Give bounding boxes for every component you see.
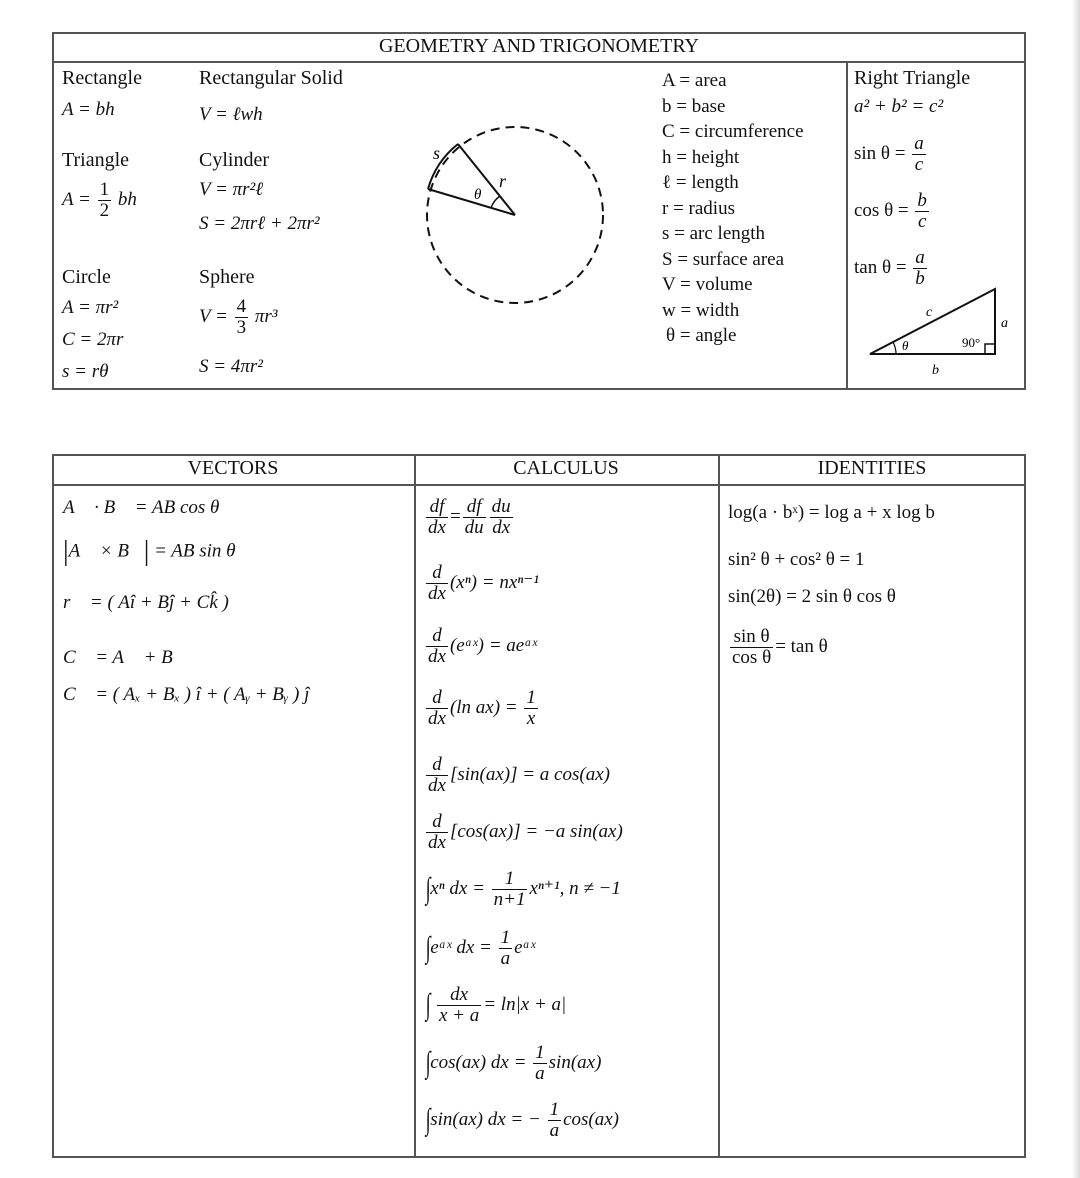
triangle-area-formula: A = $\frac{1}{2}$ bh (62, 179, 137, 221)
position-vector-formula: r⃗ = ( Aî + Bĵ + Ck̂ ) (63, 592, 229, 613)
power-rule-derivative: $\frac{d}{dx}$ (xⁿ) = nxⁿ⁻¹ (428, 562, 539, 604)
legend-item: ℓ = length (662, 172, 739, 193)
circle-area-formula: A = πr² (62, 297, 119, 318)
arc-length-formula: s = rθ (62, 361, 109, 382)
calculus-title: CALCULUS (513, 457, 619, 479)
legend-item: h = height (662, 146, 740, 168)
page-edge-shadow (1072, 0, 1080, 1178)
legend-item: s = arc length (662, 223, 766, 244)
cosine-integral: ∫cos(ax) dx = $\frac{1}{a}$ sin(ax) (425, 1042, 602, 1084)
sphere-volume-formula: V = $\frac{4}{3}$ πr³ (199, 296, 278, 338)
vector-sum-formula: C⃗ = A⃗ + B⃗ (63, 647, 188, 668)
cylinder-volume-formula: V = πr²ℓ (199, 179, 264, 200)
right-triangle-label: Right Triangle (854, 67, 971, 89)
side-label-b: b (932, 363, 939, 378)
exponential-derivative: $\frac{d}{dx}$ (eᵃˣ) = aeᵃˣ (428, 625, 538, 667)
rectangle-area-formula: A = bh (62, 99, 115, 120)
arc-label-s: s (433, 143, 441, 163)
legend-item: S = surface area (662, 248, 785, 270)
log-identity: log(a · bˣ) = log a + x log b (728, 502, 935, 523)
rectangular-solid-label: Rectangular Solid (199, 67, 343, 89)
cross-product-formula: |A⃗ × B⃗| = AB sin θ (63, 536, 236, 567)
legend-item: w = width (662, 299, 740, 321)
sphere-surface-formula: S = 4πr² (199, 356, 263, 377)
legend-item: A = area (662, 70, 727, 91)
sine-integral: ∫sin(ax) dx = − $\frac{1}{a}$ cos(ax) (425, 1099, 619, 1141)
legend-item: C = circumference (662, 121, 804, 142)
circle-circumference-formula: C = 2πr (62, 329, 124, 350)
angle-label-theta: θ (902, 338, 909, 353)
identities-title: IDENTITIES (817, 457, 927, 479)
vectors-calculus-divider (414, 454, 416, 1158)
circle-sector-diagram (415, 115, 615, 315)
tangent-identity: $\frac{\text{sin θ}}{\text{cos θ}}$ = tan θ (732, 626, 828, 668)
double-angle-identity: sin(2θ) = 2 sin θ cos θ (728, 586, 896, 607)
legend-item: b = base (662, 95, 726, 117)
power-rule-integral: ∫xⁿ dx = $\frac{1}{n+1}$ xⁿ⁺¹, n ≠ −1 (425, 868, 621, 910)
cylinder-surface-formula: S = 2πrℓ + 2πr² (199, 213, 320, 234)
pythagorean-identity: sin² θ + cos² θ = 1 (728, 549, 865, 570)
cylinder-label: Cylinder (199, 149, 269, 171)
angle-label-theta: θ (474, 187, 482, 203)
log-derivative: $\frac{d}{dx}$ (ln ax) = $\frac{1}{x}$ (428, 687, 536, 729)
exponential-integral: ∫eᵃˣ dx = $\frac{1}{a}$ eᵃˣ (425, 927, 536, 969)
geometry-right-divider (846, 61, 848, 390)
sine-formula: sin θ = $\frac{a}{c}$ (854, 133, 924, 175)
chain-rule-formula: $\frac{df}{dx}$ = $\frac{df}{du}$ $\frac{du}{dx}$ (428, 496, 511, 538)
formulas-header-divider (52, 484, 1026, 486)
legend-item: θ = angle (666, 325, 737, 346)
radius-label-r: r (499, 171, 507, 191)
sphere-label: Sphere (199, 266, 255, 288)
vectors-title: VECTORS (187, 457, 279, 479)
variable-legend (662, 68, 804, 349)
cosine-derivative: $\frac{d}{dx}$ [cos(ax)] = −a sin(ax) (428, 811, 623, 853)
geometry-title: GEOMETRY AND TRIGONOMETRY (378, 35, 699, 57)
geometry-header-divider (52, 61, 1026, 63)
reciprocal-integral: ∫ $\frac{dx}{x + a}$ = ln|x + a| (425, 984, 567, 1026)
legend-item: V = volume (662, 274, 753, 295)
dot-product-formula: A⃗ · B⃗ = AB cos θ (63, 497, 220, 518)
triangle-label: Triangle (62, 149, 130, 171)
right-angle-label: 90° (962, 335, 981, 350)
rectangular-solid-volume-formula: V = ℓwh (199, 104, 263, 125)
right-triangle-diagram (862, 283, 1022, 383)
pythagorean-formula: a² + b² = c² (854, 96, 944, 117)
cosine-formula: cos θ = $\frac{b}{c}$ (854, 190, 927, 232)
hypotenuse-label-c: c (926, 305, 933, 320)
calculus-identities-divider (718, 454, 720, 1158)
legend-item: r = radius (662, 197, 735, 219)
tangent-formula: tan θ = $\frac{a}{b}$ (854, 247, 925, 289)
circle-label: Circle (62, 266, 111, 288)
side-label-a: a (1001, 316, 1008, 331)
rectangle-label: Rectangle (62, 67, 142, 89)
sine-derivative: $\frac{d}{dx}$ [sin(ax)] = a cos(ax) (428, 754, 610, 796)
vector-components-formula: C⃗ = ( Aₓ + Bₓ ) î + ( Aᵧ + Bᵧ ) ĵ (63, 684, 310, 705)
